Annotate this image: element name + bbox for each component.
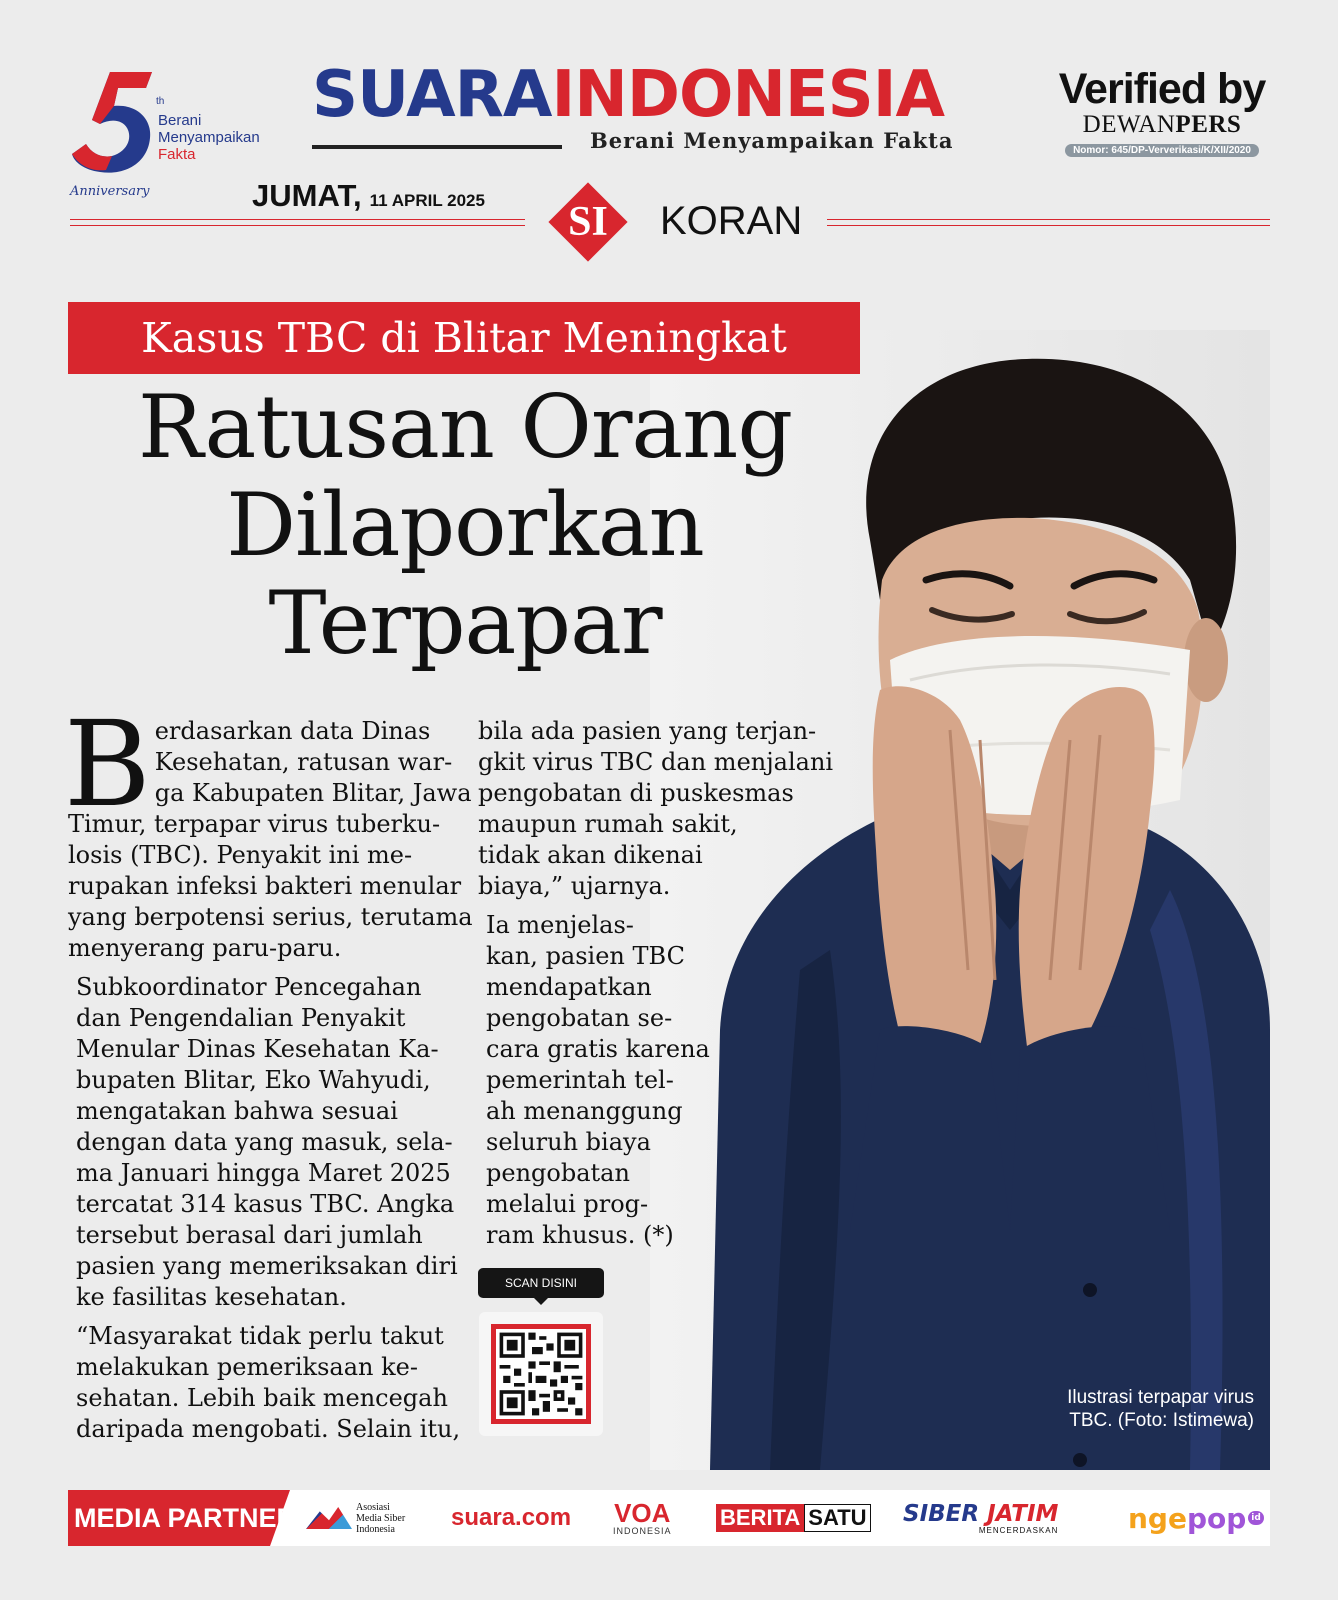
text-line: pemerintah tel- [486,1066,674,1094]
masthead-title[interactable] [312,58,944,132]
verified-badge [1056,66,1268,157]
headline-line: Dilaporkan [226,474,704,576]
partner-suara-logo[interactable] [451,1490,571,1546]
text-line: Ia menjelas- [486,911,634,939]
qr-frame [479,1312,603,1436]
article-paragraph [478,716,834,902]
amsi-text-line: Media Siber [356,1512,406,1524]
partner-siberjatim-logo[interactable] [903,1490,1058,1546]
media-partner-bar [68,1490,1270,1546]
issue-day: JUMAT, [252,178,362,213]
text-line: mendapatkan [486,973,652,1001]
text-line: melakukan pemeriksaan ke- [76,1353,418,1381]
text-line: menyerang paru-paru. [68,934,342,962]
text-line: bila ada pasien yang terjan- [478,717,817,745]
text-line: ah menanggung [486,1097,683,1125]
text-line: Subkoordinator Pencegahan [76,973,422,1001]
issue-date [252,178,485,214]
photo-caption-line: Ilustrasi terpapar virus [1067,1387,1254,1408]
partner-amsi-logo[interactable] [306,1490,405,1546]
text-line: melalui prog- [486,1190,649,1218]
text-line: kan, pasien TBC [486,942,685,970]
amsi-text-line: Asosiasi [356,1501,390,1513]
text-line: biaya,” ujarnya. [478,872,671,900]
qr-code-icon[interactable] [491,1324,591,1424]
text-line: losis (TBC). Penyakit ini me- [68,841,413,869]
masthead-word-indonesia: INDONESIA [551,58,945,132]
anniversary-script: Anniversary [70,184,150,199]
masthead-divider [312,145,562,149]
text-line: Kesehatan, ratusan war- [154,748,453,776]
masthead-tagline: Berani Menyampaikan Fakta [590,128,954,153]
verified-number: Nomor: 645/DP-Ververikasi/K/XII/2020 [1065,144,1259,157]
section-label: KORAN [660,199,803,243]
siberjatim-part-b: JATIM [987,1500,1059,1527]
scan-label: SCAN DISINI [478,1268,604,1298]
article-paragraph [68,972,456,1313]
text-line: tersebut berasal dari jumlah [76,1221,423,1249]
article-kicker[interactable]: Kasus TBC di Blitar Meningkat [68,302,860,374]
beritasatu-part-b: SATU [804,1504,870,1532]
ngepop-id-badge: id [1248,1511,1264,1525]
text-line: Menular Dinas Kesehatan Ka- [76,1035,439,1063]
partner-ngepop-logo[interactable] [1128,1490,1264,1546]
header-rule-right [827,219,1270,226]
header-rule-left [70,219,525,226]
ngepop-part-a: nge [1128,1501,1187,1535]
qr-scan-block[interactable] [478,1268,604,1444]
text-line: tidak akan dikenai [478,841,703,869]
anniversary-five-icon [70,66,154,178]
article-paragraph [68,1321,461,1445]
drop-cap: B [64,695,151,833]
photo-caption [1067,1386,1254,1432]
text-line: seluruh biaya [486,1128,651,1156]
headline-line: Ratusan Orang [137,376,793,478]
siberjatim-tagline: MENCERDASKAN [978,1525,1059,1535]
text-line: bupaten Blitar, Eko Wahyudi, [76,1066,431,1094]
text-line: dengan data yang masuk, sela- [76,1128,453,1156]
verified-title: Verified by [1058,65,1266,113]
text-line: gkit virus TBC dan menjalani [478,748,834,776]
anniversary-tagline-line: Menyampaikan [158,129,260,146]
text-line: pengobatan di puskesmas [478,779,794,807]
text-line: maupun rumah sakit, [478,810,738,838]
qr-pattern-icon [496,1329,586,1419]
article-column-1 [64,695,473,1453]
verified-org [1056,112,1268,138]
text-line: dan Pengendalian Penyakit [76,1004,406,1032]
scan-pointer-icon [534,1298,548,1305]
text-line: “Masyarakat tidak perlu takut [76,1322,444,1350]
article-headline[interactable] [68,378,862,672]
article-paragraph [64,695,473,964]
headline-line: Terpapar [268,572,662,674]
text-line: sehatan. Lebih baik mencegah [76,1384,448,1412]
text-line: rupakan infeksi bakteri menular [68,872,462,900]
text-line: yang berpotensi serius, terutama [68,903,473,931]
text-line: ma Januari hingga Maret 2025 [76,1159,451,1187]
amsi-mark-icon [306,1507,352,1529]
ngepop-part-b: pop [1186,1501,1247,1535]
text-line: tercatat 314 kasus TBC. Angka [76,1190,455,1218]
photo-caption-line: TBC. (Foto: Istimewa) [1069,1410,1254,1431]
anniversary-tagline-line: Fakta [158,146,196,163]
amsi-text-line: Indonesia [356,1523,395,1535]
anniversary-suffix: th [156,96,165,107]
siberjatim-part-a: SIBER [903,1500,980,1527]
anniversary-tagline-line: Berani [158,112,202,129]
si-badge-icon [548,182,628,262]
text-line: cara gratis karena [486,1035,710,1063]
issue-date-full: 11 APRIL 2025 [369,191,485,210]
text-line: pengobatan se- [486,1004,673,1032]
verified-org-part: PERS [1175,111,1242,138]
media-partner-text: MEDIA PARTNER [74,1503,296,1533]
text-line: ke fasilitas kesehatan. [76,1283,347,1311]
text-line: mengatakan bahwa sesuai [76,1097,398,1125]
text-line: daripada mengobati. Selain itu, [76,1415,461,1443]
beritasatu-part-a: BERITA [716,1504,804,1532]
media-partner-label [68,1490,296,1546]
verified-org-part: DEWAN [1082,111,1176,138]
voa-logo-text: VOA [614,1498,671,1528]
text-line: erdasarkan data Dinas [154,717,431,745]
text-line: ga Kabupaten Blitar, Jawa [154,779,472,807]
text-line: ram khusus. (*) [486,1221,674,1249]
article-column-2 [478,716,834,1259]
suara-logo-text: suara.com [451,1504,572,1531]
partner-voa-logo[interactable] [613,1490,672,1546]
masthead-word-suara: SUARA [312,58,552,132]
text-line: pengobatan [486,1159,630,1187]
text-line: Timur, terpapar virus tuberku- [68,810,441,838]
anniversary-tagline [158,112,298,163]
voa-sub-text: INDONESIA [613,1526,672,1536]
text-line: pasien yang memeriksakan diri [76,1252,458,1280]
partner-beritasatu-logo[interactable] [716,1490,871,1546]
si-badge-label: SI [568,199,608,245]
article-paragraph [478,910,818,1251]
